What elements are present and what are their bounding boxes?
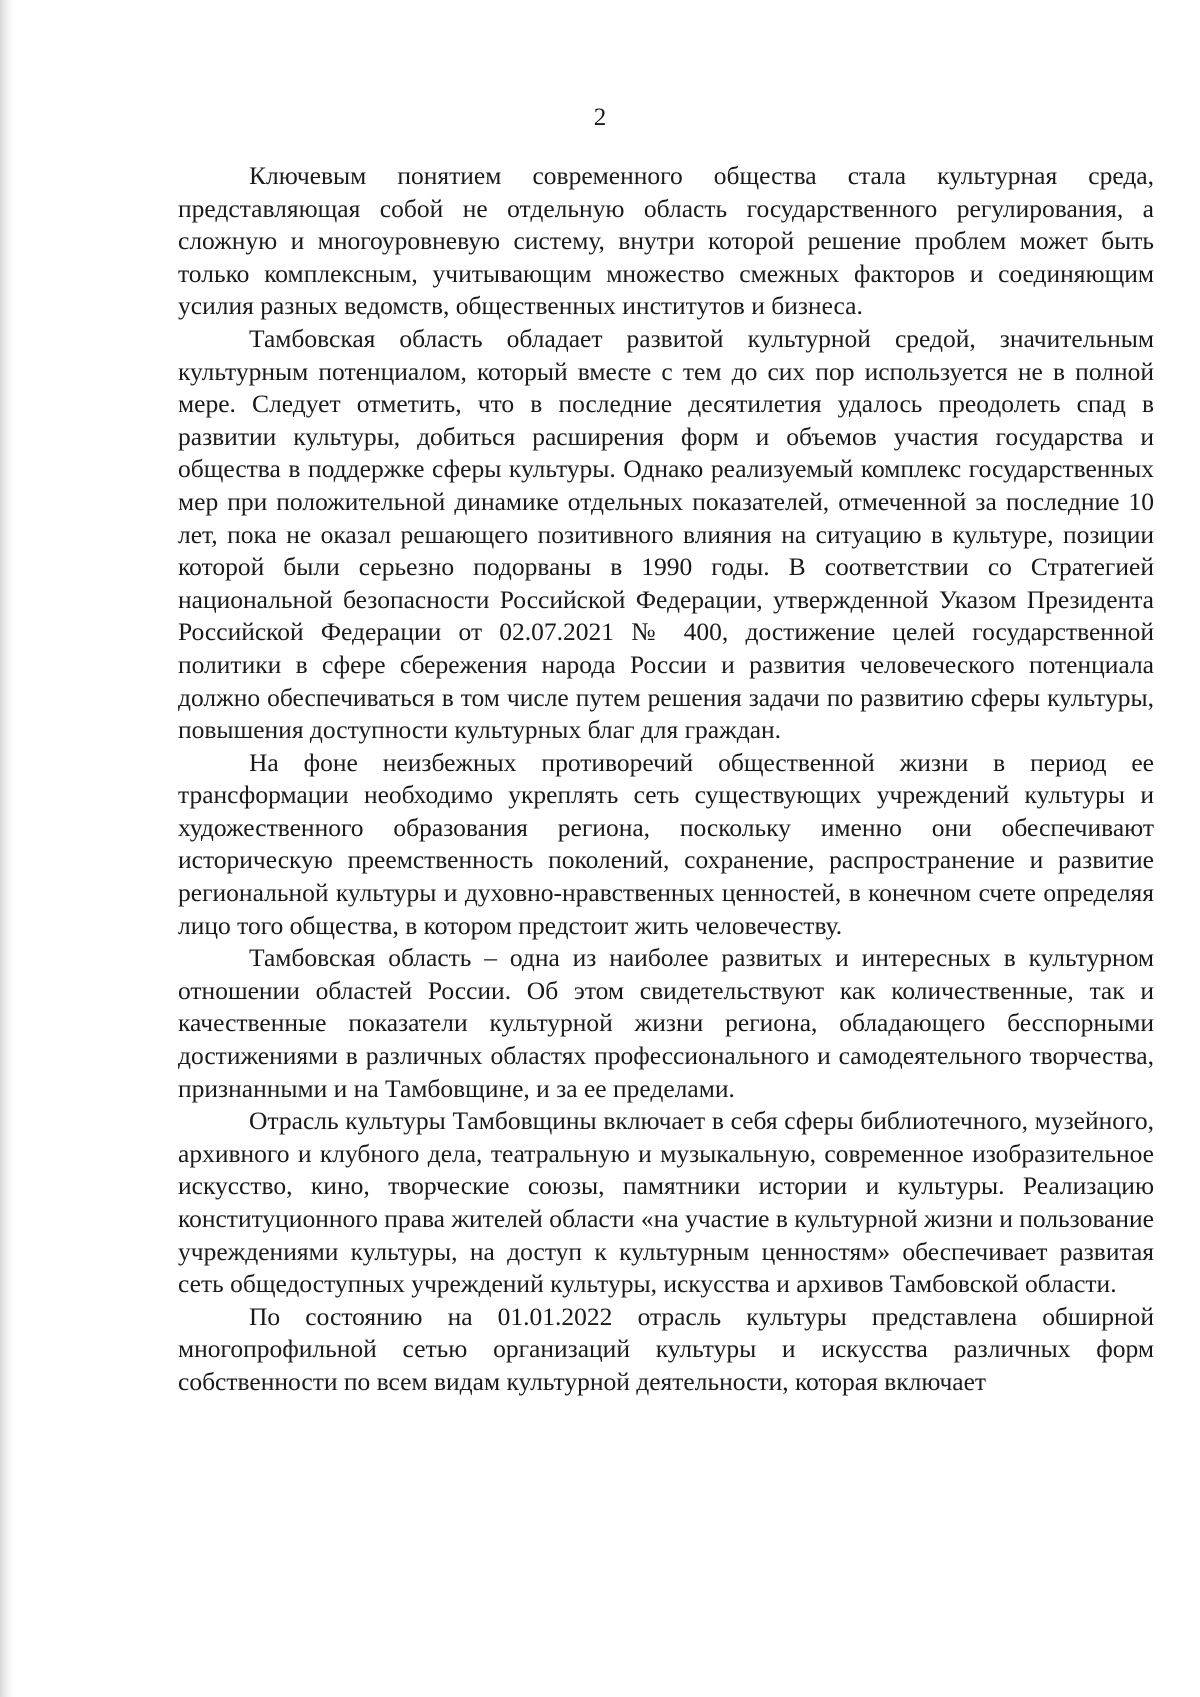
paragraph-developed-region: Тамбовская область – одна из наиболее развитых и интересных в культурном отношении областей России. Об этом свидетельствуют как количественные, так и качественные показатели культурной жизни региона, обладающего бесспорными достижениями в различных областях профессионального и самодеятельного творчества, признанными и на Тамбовщине, и за ее пределами.	[178, 943, 1154, 1103]
paragraph-tambov-potential: Тамбовская область обладает развитой культурной средой, значительным культурным потенциалом, который вместе с тем до сих пор используется не в полной мере. Следует отметить, что в последние десятилетия удалось преодолеть спад в развитии культуры, добиться расширения форм и объемов участия государства и общества в поддержке сферы культуры. Однако реализуемый комплекс государственных мер при положительной динамике отдельных показателей, отмеченной за последние 10 лет, пока не оказал решающего позитивного влияния на ситуацию в культуре, позиции которой были серьезно подорваны в 1990 годы. В соответствии со Стратегией национальной безопасности Российской Федерации, утвержденной Указом Президента Российской Федерации от 02.07.2021 № 400, достижение целей государственной политики в сфере сбережения народа России и развития человеческого потенциала должно обеспечиваться в том числе путем решения задачи по развитию сферы культуры, повышения доступности культурных благ для граждан.	[178, 323, 1154, 745]
document-body	[178, 160, 1154, 1399]
scan-edge	[0, 0, 14, 1697]
paragraph-network-status: По состоянию на 01.01.2022 отрасль культуры представлена обширной многопрофильной сетью организаций культуры и искусства различных форм собственности по всем видам культурной деятельности, которая включает	[178, 1301, 1154, 1396]
page-number: 2	[593, 104, 607, 131]
paragraph-cultural-environment: Ключевым понятием современного общества стала культурная среда, представляющая собой не отдельную область государственного регулирования, а сложную и многоуровневую систему, внутри которой решение проблем может быть только комплексным, учитывающим множество смежных факторов и соединяющим усилия разных ведомств, общественных институтов и бизнеса.	[178, 161, 1154, 321]
paragraph-culture-branches: Отрасль культуры Тамбовщины включает в себя сферы библиотечного, музейного, архивного и клубного дела, театральную и музыкальную, современное изобразительное искусство, кино, творческие союзы, памятники истории и культуры. Реализацию конституционного права жителей области «на участие в культурной жизни и пользование учреждениями культуры, на доступ к культурным ценностям» обеспечивает развитая сеть общедоступных учреждений культуры, искусства и архивов Тамбовской области.	[178, 1106, 1154, 1299]
paragraph-institutions: На фоне неизбежных противоречий общественной жизни в период ее трансформации необходимо укреплять сеть существующих учреждений культуры и художественного образования региона, поскольку именно они обеспечивают историческую преемственность поколений, сохранение, распространение и развитие региональной культуры и духовно-нравственных ценностей, в конечном счете определяя лицо того общества, в котором предстоит жить человечеству.	[178, 747, 1154, 940]
